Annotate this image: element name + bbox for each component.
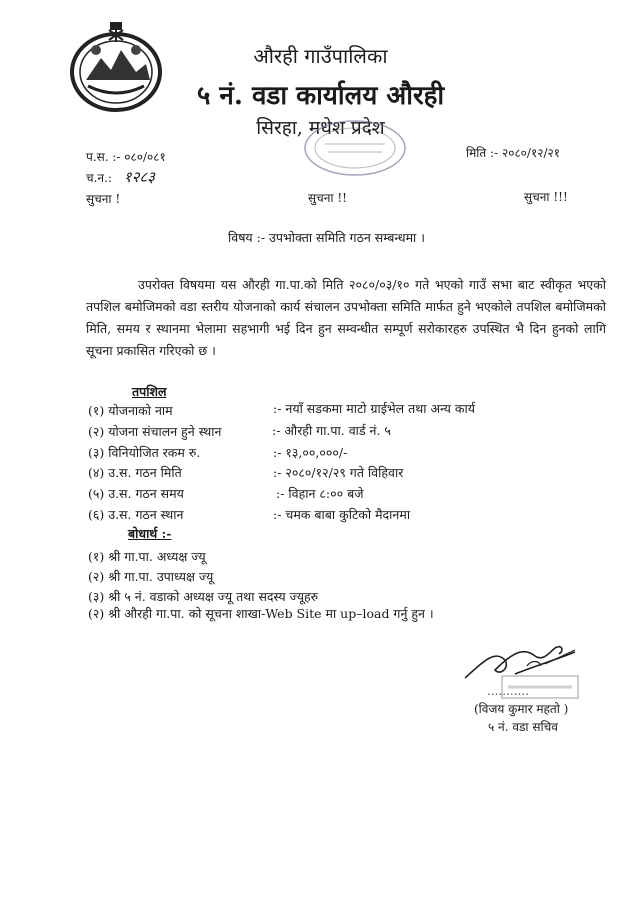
notice-left: सुचना ! [86, 192, 121, 206]
detail-value: :- औरही गा.पा. वार्ड नं. ५ [272, 423, 391, 438]
detail-value: :- नयाँ सडकमा माटो ग्राईभेल तथा अन्य कार्य [273, 401, 475, 416]
dispatch-value: १२८३ [123, 168, 155, 186]
office-stamp-icon [300, 118, 410, 178]
reference-number: प.स. :- ०८०/०८१ [86, 150, 166, 164]
notice-center: सुचना !! [308, 191, 347, 205]
detail-value: :- विहान ८:०० बजे [276, 486, 364, 501]
details-heading: तपशिल [132, 384, 167, 399]
detail-value: :- २०८०/१२/२९ गते विहिवार [273, 465, 404, 480]
signature-dots: ........... [487, 684, 529, 698]
cc-item: (२) श्री औरही गा.पा. को सूचना शाखा-Web Site मा up–load गर्नु हुन । [88, 606, 434, 621]
detail-label: (५) उ.स. गठन समय [88, 486, 184, 501]
detail-label: (२) योजना संचालन हुने स्थान [88, 424, 222, 439]
detail-label: (३) विनियोजित रकम रु. [88, 445, 201, 460]
subject-line: विषय :- उपभोक्ता समिति गठन सम्बन्धमा । [228, 230, 425, 245]
body-paragraph: उपरोक्त विषयमा यस औरही गा.पा.को मिति २०८०/०३/१० गते भएको गाउँ सभा बाट स्वीकृत भएको तपशिल बमोजिमको वडा स्तरीय योजनाको कार्य संचालन उपभोक्ता समिति मार्फत हुने भएकोले तपशिल बमोजिमको मिति, समय र स्थानमा भेलामा सहभागी भई दिन हुन सम्वन्धीत सम्पूर्ण सरोकारहरु उपस्थित भै दिन हुनको लागि सूचना प्रकासित गरिएको छ । [86, 277, 606, 358]
cc-item: (३) श्री ५ नं. वडाको अध्यक्ष ज्यू तथा सदस्य ज्यूहरु [88, 589, 319, 604]
municipality-name: औरही गाउँपालिका [253, 44, 388, 68]
dispatch-number [86, 167, 155, 187]
signatory-title: ५ नं. वडा सचिव [488, 720, 558, 734]
detail-value: :- १३,००,०००/- [273, 445, 348, 460]
cc-heading: बोधार्थ :- [128, 526, 172, 541]
notice-right: सुचना !!! [524, 190, 568, 204]
detail-label: (६) उ.स. गठन स्थान [88, 507, 184, 522]
detail-label: (४) उ.स. गठन मिति [88, 465, 182, 480]
cc-item: (१) श्री गा.पा. अध्यक्ष ज्यू [88, 549, 206, 564]
cc-item: (२) श्री गा.पा. उपाध्यक्ष ज्यू [88, 569, 214, 584]
detail-label: (१) योजनाको नाम [88, 403, 173, 418]
letter-date: मिति :- २०८०/१२/२१ [466, 146, 560, 160]
signatory-name: (विजय कुमार महतो ) [474, 702, 569, 716]
office-name: ५ नं. वडा कार्यालय औरही [196, 81, 445, 111]
office-address: सिरहा, मधेश प्रदेश [256, 117, 385, 139]
dispatch-label: च.न.: [86, 171, 112, 185]
detail-value: :- चमक बाबा कुटिको मैदानमा [273, 507, 411, 522]
